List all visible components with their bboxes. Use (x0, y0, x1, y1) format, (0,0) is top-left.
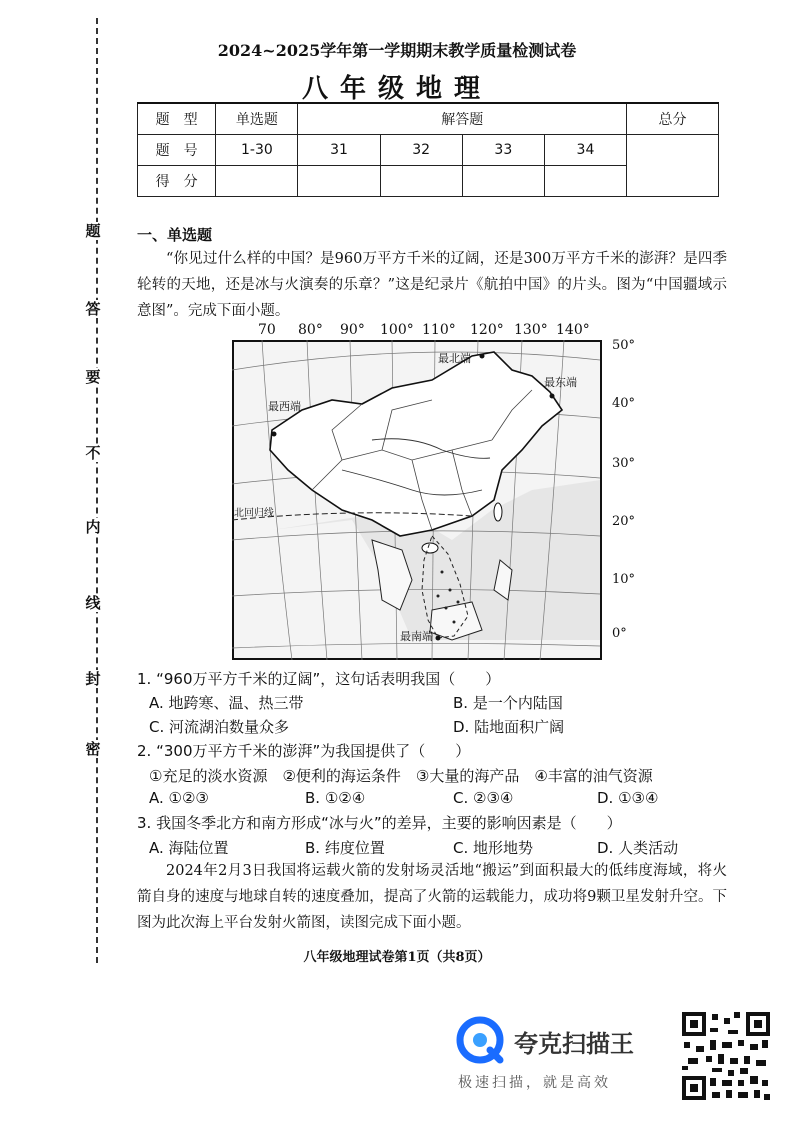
seal-char: 密 (80, 740, 106, 758)
quark-logo-icon (456, 1016, 504, 1064)
seal-char: 题 (80, 222, 106, 240)
question-option[interactable]: B. 纬度位置 (305, 839, 385, 857)
question-stem: 1. “960万平方千米的辽阔”，这句话表明我国（ ） (137, 670, 501, 688)
score-header-answer: 解答题 (298, 103, 627, 135)
lat-label: 0° (612, 626, 627, 641)
score-cell[interactable] (380, 166, 462, 197)
score-header-total: 总分 (627, 103, 719, 135)
score-col-number: 33 (462, 135, 544, 166)
question-option[interactable]: D. ①③④ (597, 789, 659, 807)
seal-char: 不 (80, 444, 106, 462)
question-option[interactable]: B. ①②④ (305, 789, 366, 807)
score-header-single: 单选题 (216, 103, 298, 135)
score-col-number: 32 (380, 135, 462, 166)
seal-char: 线 (80, 594, 106, 612)
score-col-number: 34 (544, 135, 626, 166)
question-option[interactable]: D. 人类活动 (597, 839, 679, 857)
page-footer: 八年级地理试卷第1页（共8页） (303, 950, 491, 965)
section-intro: 2024年2月3日我国将运载火箭的发射场灵活地“搬运”到面积最大的低纬度海域，将火箭自身的速度与地球自转的速度叠加，提高了火箭的运载能力，成功将9颗卫星发射升空。下图为此次海上平台发射火箭图，读图完成下面小题。 (137, 863, 727, 931)
map-label-north: 最北端 (438, 352, 471, 365)
scanner-brand (456, 1012, 676, 1102)
subject-title: 八年级地理 (301, 74, 492, 104)
score-row-label: 得 分 (138, 166, 216, 197)
score-col-number: 1-30 (216, 135, 298, 166)
seal-line (96, 18, 98, 963)
map-label-tropic: 北回归线 (234, 508, 274, 519)
brand-slogan: 极速扫描，就是高效 (458, 1075, 611, 1091)
question-stem: 2. “300万平方千米的澎湃”为我国提供了（ ） (137, 742, 471, 760)
seal-char: 要 (80, 368, 106, 386)
map-label-east: 最东端 (544, 376, 577, 389)
brand-name: 夸克扫描王 (514, 1030, 634, 1058)
lon-label: 100° (380, 322, 414, 338)
question-option[interactable]: A. ①②③ (149, 789, 209, 807)
lat-label: 20° (612, 514, 636, 529)
score-total-cell[interactable] (627, 135, 719, 197)
section-heading: 一、单选题 (137, 226, 213, 244)
question-stem: 3. 我国冬季北方和南方形成“冰与火”的差异，主要的影响因素是（ ） (137, 814, 622, 832)
china-territory-map (232, 322, 652, 662)
lon-label: 130° (514, 322, 548, 338)
lat-label: 30° (612, 456, 636, 471)
score-cell[interactable] (462, 166, 544, 197)
question-statements: ①充足的淡水资源 ②便利的海运条件 ③大量的海产品 ④丰富的油气资源 (149, 767, 653, 785)
lat-label: 40° (612, 396, 636, 411)
lon-label: 120° (470, 322, 504, 338)
score-table (137, 102, 719, 197)
map-label-south: 最南端 (400, 630, 433, 643)
qr-code-icon (680, 1010, 772, 1102)
question-option[interactable]: D. 陆地面积广阔 (453, 718, 565, 736)
lat-label: 10° (612, 572, 636, 587)
seal-char: 内 (80, 518, 106, 536)
question-option[interactable]: A. 海陆位置 (149, 839, 229, 857)
section-intro: “你见过什么样的中国？是960万平方千米的辽阔，还是300万平方千米的澎湃？是四季轮转的天地，还是冰与火演奏的乐章？”这是纪录片《航拍中国》的片头。图为“中国疆域示意图”。完成下面小题。 (137, 251, 727, 319)
score-row-label: 题 型 (138, 103, 216, 135)
question-option[interactable]: B. 是一个内陆国 (453, 694, 563, 712)
lon-label: 70 (258, 322, 276, 338)
score-col-number: 31 (298, 135, 380, 166)
score-row-label: 题 号 (138, 135, 216, 166)
question-option[interactable]: C. 河流湖泊数量众多 (149, 718, 290, 736)
lon-label: 140° (556, 322, 590, 338)
score-cell[interactable] (544, 166, 626, 197)
score-cell[interactable] (216, 166, 298, 197)
question-option[interactable]: C. ②③④ (453, 789, 514, 807)
lon-label: 90° (340, 322, 365, 338)
exam-title: 2024~2025学年第一学期期末教学质量检测试卷 (217, 41, 577, 60)
lon-label: 110° (422, 322, 456, 338)
seal-char: 答 (80, 300, 106, 318)
question-option[interactable]: C. 地形地势 (453, 839, 534, 857)
map-label-west: 最西端 (268, 400, 301, 413)
lat-label: 50° (612, 338, 636, 353)
lon-label: 80° (298, 322, 323, 338)
seal-char: 封 (80, 670, 106, 688)
score-cell[interactable] (298, 166, 380, 197)
question-option[interactable]: A. 地跨寒、温、热三带 (149, 694, 304, 712)
